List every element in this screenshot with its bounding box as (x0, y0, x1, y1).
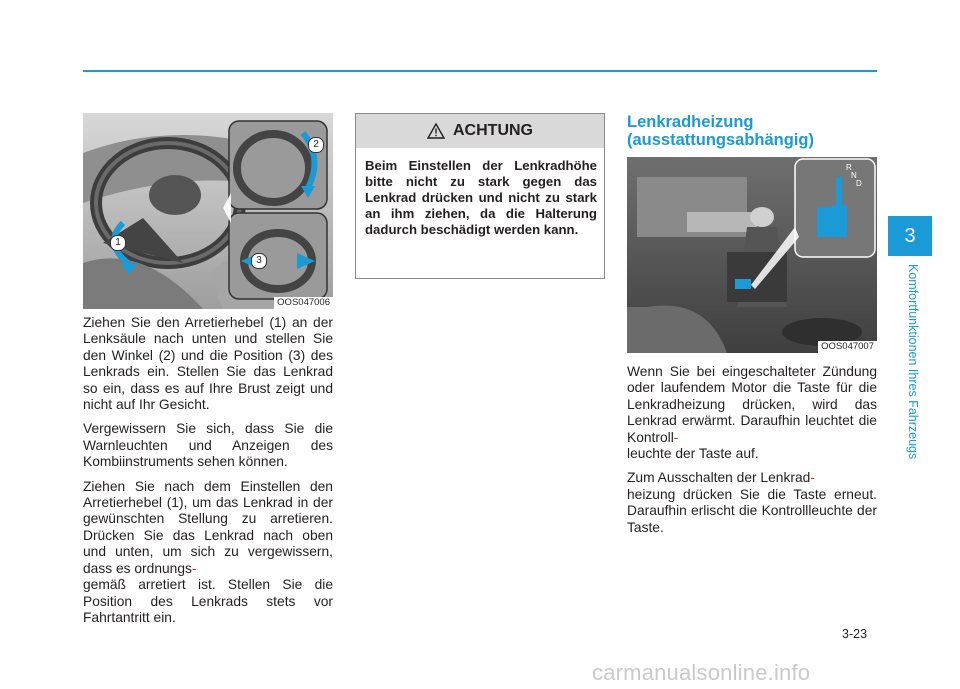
left-text-column (83, 315, 333, 634)
para1-text-b: leuchte der Taste auf. (627, 446, 759, 462)
shift-letter-r: R (846, 163, 852, 172)
shift-letter-n: N (851, 171, 857, 180)
hyphen-mark: - (191, 560, 197, 576)
section-title-line2: (ausstattungsabhängig) (627, 131, 815, 149)
caution-header (356, 114, 604, 148)
para3-text-a: Ziehen Sie nach dem Einstellen den Arretierhebel (1), um das Lenkrad in der gewünschten Stellung zu arretieren. Drücken Sie das Lenkrad nach oben und unten, um sich zu vergewissern, dass es ordnungs (83, 478, 333, 576)
figure-caption: OOS047006 (274, 297, 333, 309)
hyphen-mark: - (810, 470, 815, 486)
para3-text-b: gemäß arretiert ist. Stellen Sie die Position des Lenkrads stets vor Fahrtantritt ein. (83, 577, 333, 625)
caution-text: Beim Einstellen der Lenkradhöhe bitte nicht zu stark gegen das Lenkrad drücken und nicht zu stark an ihm ziehen, da die Halterung dadurch beschädigt werden kann. (365, 158, 597, 237)
callout-3: 3 (251, 253, 267, 269)
callout-2: 2 (308, 137, 324, 153)
section-title (627, 113, 877, 149)
chapter-tab: 3 (888, 216, 932, 256)
paragraph-visibility: Vergewissern Sie sich, dass Sie die Warnleuchten und Anzeigen des Kombiinstruments sehen können. (83, 421, 333, 470)
callout-1: 1 (110, 235, 126, 251)
shift-letter-d: D (856, 179, 862, 188)
chapter-title: Komfortfunktionen Ihres Fahrzeugs (906, 264, 920, 460)
para1-text-a: Wenn Sie bei eingeschalteter Zündung oder laufendem Motor die Taste für die Lenkradheizung drücken, wird das Lenkrad erwärmt. Daraufhin leuchtet die Kontroll (627, 364, 877, 445)
steering-wheel-illustration (83, 113, 333, 309)
warning-triangle-icon (427, 123, 445, 139)
para2-text-b: heizung drücken Sie die Taste erneut. Daraufhin erlischt die Kontrollleuchte der Taste. (627, 486, 877, 535)
hyphen-mark: - (673, 429, 679, 445)
page-number: 3-23 (842, 627, 868, 641)
paragraph-heating-off (627, 470, 877, 536)
heated-steering-button-figure (627, 157, 877, 353)
paragraph-lock (83, 479, 333, 627)
watermark: carmanualsonline.info (592, 660, 811, 685)
para2-text-a: Zum Ausschalten der Lenkrad (627, 470, 811, 486)
paragraph-heating-on (627, 364, 877, 462)
steering-wheel-adjust-figure (83, 113, 333, 309)
paragraph-adjust: Ziehen Sie den Arretierhebel (1) an der Lenksäule nach unten und stellen Sie den Winkel (2) und die Position (3) des Lenkrads ein. Stellen Sie das Lenkrad so ein, dass es auf Ihre Brust zeigt und nicht auf Ihr Gesicht. (83, 315, 333, 413)
caution-box (355, 113, 605, 279)
caution-title: ACHTUNG (453, 122, 533, 139)
section-title-line1: Lenkradheizung (627, 113, 754, 131)
right-text-column (627, 364, 877, 544)
header-rule (83, 70, 877, 72)
console-illustration (627, 157, 877, 353)
figure-caption-2: OOS047007 (818, 341, 877, 353)
